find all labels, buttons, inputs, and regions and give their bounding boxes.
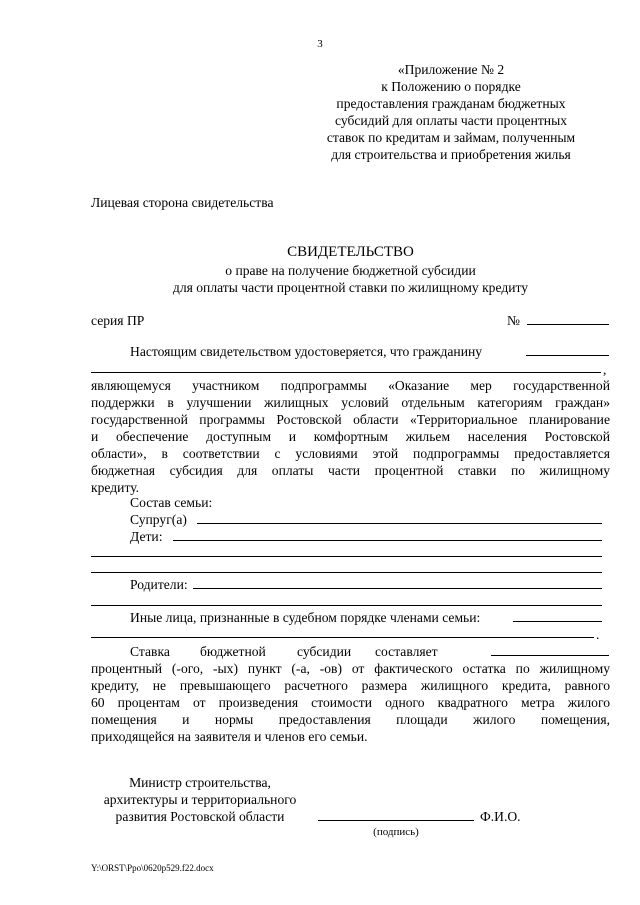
paragraph-line: поддержки в улучшении жилищных условий отдельным категориям граждан» — [91, 395, 610, 410]
document-subtitle-line1: о праве на получение бюджетной субсидии — [225, 263, 476, 278]
children-blank[interactable] — [173, 540, 602, 541]
paragraph-line: кредиту, не превышающего расчетного размера жилищного кредита, равного — [91, 678, 610, 693]
number-label: № — [507, 313, 520, 328]
appendix-line: ставок по кредитам и займам, полученным — [326, 130, 576, 145]
period: . — [596, 627, 600, 642]
comma: , — [603, 362, 607, 377]
intro-text: Настоящим свидетельством удостоверяется, что гражданину — [130, 344, 483, 359]
parents-label: Родители: — [130, 577, 188, 592]
document-title: СВИДЕТЕЛЬСТВО — [287, 244, 414, 260]
paragraph-line: области», в соответствии с условиями этой подпрограммы предоставляется — [91, 446, 610, 461]
paragraph-line: государственной программы Ростовской области «Территориальное планирование — [91, 412, 610, 427]
paragraph-line: 60 процентам от произведения стоимости одного квадратного метра жилого — [91, 695, 610, 710]
main-paragraph — [91, 377, 610, 496]
appendix-line: предоставления гражданам бюджетных — [336, 96, 566, 111]
citizen-name-blank-2[interactable] — [91, 372, 601, 373]
parents-blank[interactable] — [193, 588, 602, 589]
appendix-line: «Приложение № 2 — [397, 62, 505, 77]
citizen-name-blank[interactable] — [526, 355, 609, 356]
others-blank[interactable] — [513, 621, 602, 622]
signature-blank[interactable] — [318, 820, 474, 821]
children-blank-3[interactable] — [91, 572, 602, 573]
fio-label: Ф.И.О. — [480, 809, 521, 824]
children-label: Дети: — [130, 529, 163, 544]
paragraph-line: являющемуся участником подпрограммы «Оказание мер государственной — [91, 378, 610, 393]
appendix-line: к Положению о порядке — [381, 79, 521, 94]
spouse-blank[interactable] — [197, 523, 602, 524]
footer-file-path: Y:\ORST\Ppo\0620p529.f22.docx — [91, 863, 214, 873]
children-blank-2[interactable] — [91, 556, 602, 557]
rate-value-blank[interactable] — [491, 655, 609, 656]
others-label: Иные лица, признанные в судебном порядке членами семьи: — [130, 610, 481, 625]
parents-blank-2[interactable] — [91, 605, 602, 606]
rate-word: составляет — [375, 644, 438, 659]
paragraph-line: бюджетная субсидия для оплаты части процентной ставки по жилищному — [91, 463, 610, 478]
series-label: серия ПР — [91, 313, 145, 328]
appendix-line: субсидий для оплаты части процентных — [334, 113, 568, 128]
signature-caption: (подпись) — [373, 826, 419, 838]
rate-word: Ставка — [130, 644, 170, 659]
number-blank[interactable] — [527, 324, 609, 325]
front-side-label: Лицевая сторона свидетельства — [91, 195, 274, 210]
appendix-line: для строительства и приобретения жилья — [331, 147, 571, 162]
document-subtitle-line2: для оплаты части процентной ставки по жилищному кредиту — [172, 280, 529, 295]
signatory-block — [93, 774, 307, 825]
appendix-header — [300, 61, 602, 163]
spouse-label: Супруг(а) — [130, 512, 187, 527]
paragraph-line: кредиту. — [91, 480, 140, 495]
paragraph-line: процентный (-ого, -ых) пункт (-а, -ов) от фактического остатка по жилищному — [91, 661, 610, 676]
paragraph-line: приходящейся на заявителя и членов его семьи. — [91, 729, 368, 744]
rate-word: субсидии — [297, 644, 352, 659]
page-number: 3 — [317, 38, 323, 50]
paragraph-line: помещения и нормы предоставления площади жилого помещения, — [91, 712, 610, 727]
others-blank-2[interactable] — [91, 637, 594, 638]
paragraph-line: и обеспечение доступным и комфортным жильем населения Ростовской — [91, 429, 610, 444]
signatory-line: развития Ростовской области — [115, 809, 285, 824]
signatory-line: архитектуры и территориального — [103, 792, 297, 807]
rate-paragraph — [91, 660, 610, 745]
rate-word: бюджетной — [200, 644, 266, 659]
signatory-line: Министр строительства, — [129, 775, 271, 790]
family-label: Состав семьи: — [130, 495, 213, 510]
